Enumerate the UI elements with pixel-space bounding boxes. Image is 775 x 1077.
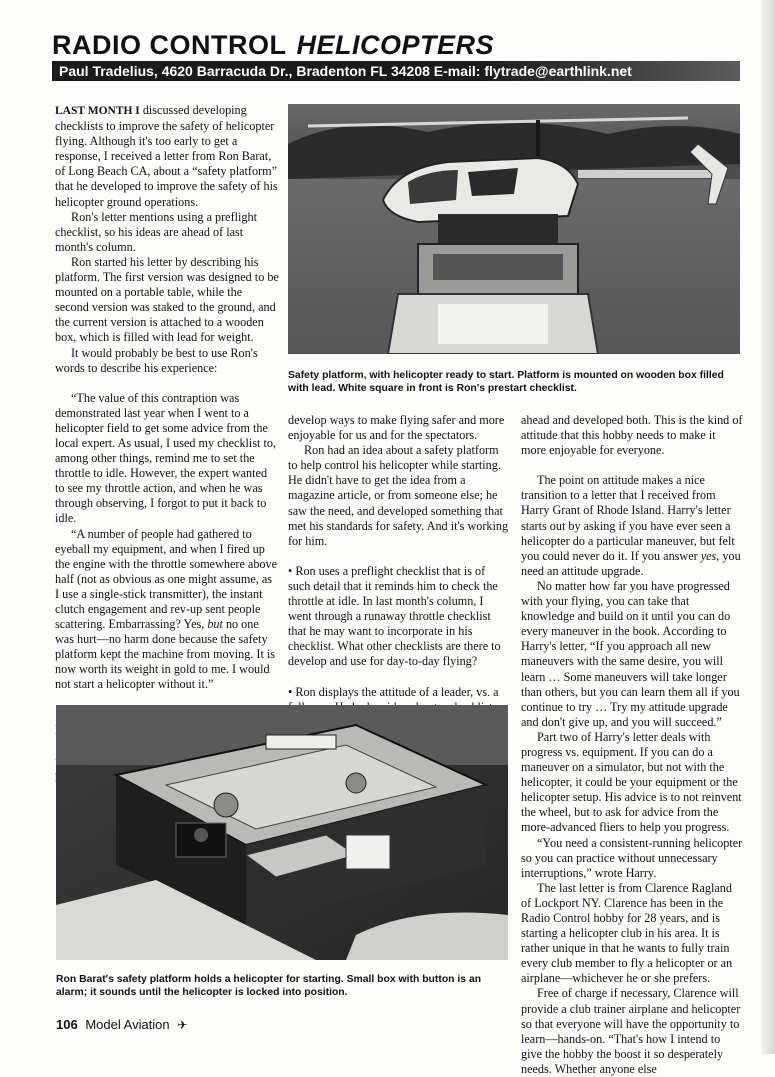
photo-helicopter-on-platform	[288, 104, 740, 354]
airplane-icon: ✈	[177, 1018, 188, 1032]
caption-photo-1: Safety platform, with helicopter ready to start. Platform is mounted on wooden box filled with lead. White square in front is Ron's prestart checklist.	[288, 370, 724, 394]
column-2	[288, 413, 510, 745]
helicopter-photo-graphic	[288, 104, 740, 354]
col3-paragraph-2	[521, 473, 743, 579]
col1-paragraph-2: Ron's letter mentions using a preflight checklist, so his ideas are ahead of last month's column.	[55, 209, 257, 254]
col3-p2-end: you need an attitude upgrade.	[521, 548, 741, 578]
col2-paragraph-2: Ron had an idea about a safety platform to help control his helicopter while starting. He didn't have to get the idea from a magazine article, or from someone else; he saw the need, and developed something that met his standards for safety. And it's working for him.	[288, 443, 509, 548]
col1-p1-text: discussed developing checklists to improve the safety of helicopter flying. Although it's too early to get a response, I received a letter from Ron Barat, of Long Beach CA, about a “safety platform” that he developed to improve the safety of his helicopter ground operations.	[55, 103, 278, 209]
photo-safety-platform	[56, 705, 508, 960]
title-sub: HELICOPTERS	[296, 30, 495, 60]
col1-paragraph-4: It would probably be best to use Ron's words to describe his experience:	[55, 345, 258, 375]
col3-paragraph-4: Part two of Harry's letter deals with progress vs. equipment. If you can do a maneuver on a simulator, but not with the helicopter, it could be your equipment or the helicopter setup. His advice is to not reinvent the wheel, but to ask for advice from the more-advanced fliers to help you progress.	[521, 729, 742, 835]
col1-paragraph-1	[55, 103, 279, 210]
col2-paragraph-1: develop ways to make flying safer and more enjoyable for us and for the spectators.	[288, 413, 505, 443]
col1-quote-1: “The value of this contraption was demonstrated last year when I went to a helicopter field to get some advice from the local expert. As usual, I used my checklist to, among other things, remind me to set the throttle to idle. However, the expert wanted to see my throttle action, and when he was through observing, I forgot to put it back to idle.	[55, 390, 277, 526]
column-1	[55, 103, 279, 783]
col3-paragraph-6: The last letter is from Clarence Ragland of Lockport NY. Clarence has been in the Radio Control hobby for 28 years, and is starting a helicopter club in his area. It is rather unique in that he wants to fully train every club member to fly a helicopter or an airplane—whichever he or she prefers.	[521, 880, 733, 986]
page-footer	[56, 1017, 187, 1032]
col2-bullet-2: • Ron uses a preflight checklist that is of such detail that it reminds him to check the throttle at idle. In last month's column, I went through a runaway throttle checklist that he may want to incorporate in his checklist. What other checklists are there to develop and use for day-to-day flying?	[288, 563, 501, 669]
author-bar: Paul Tradelius, 4620 Barracuda Dr., Bradenton FL 34208 E-mail: flytrade@earthlink.net	[52, 61, 740, 81]
col3-paragraph-5: “You need a consistent-running helicopter so you can practice without unnecessary interruptions,” wrote Harry.	[521, 835, 743, 880]
col1-paragraph-3: Ron started his letter by describing his platform. The first version was designed to be mounted on a portable table, while the second version was staked to the ground, and the current version is attached to a wooden box, which is filled with lead for weight.	[55, 254, 279, 345]
scan-edge	[761, 0, 775, 1054]
lead-in: LAST MONTH I	[55, 105, 140, 117]
magazine-name: Model Aviation	[85, 1017, 170, 1032]
col3-paragraph-7: Free of charge if necessary, Clarence will provide a club trainer airplane and helicopter so that everyone will have the opportunity to learn—hands-on. “That's how I intend to give the hobby the boost it so desperately needs. Whether anyone else	[521, 986, 741, 1076]
quote-2-part-a: “A number of people had gathered to eyeball my equipment, and when I fired up the engine with the throttle somewhere above half (not as obvious as one might assume, as I use a single-stick transmitter), the instant clutch engagement and rev-up sent people scattering. Embarrassing? Yes,	[55, 526, 278, 632]
quote-2-emphasis: but	[207, 617, 223, 632]
col1-quote-2	[55, 527, 279, 693]
col3-paragraph-1: ahead and developed both. This is the kind of attitude that this hobby needs to make it more enjoyable for everyone.	[521, 413, 743, 458]
col2-bullet-3: • Ron displays the attitude of a leader, vs. a	[288, 684, 499, 699]
column-title	[52, 31, 494, 60]
col3-p2-emphasis: yes,	[700, 548, 720, 563]
page-number: 106	[56, 1017, 78, 1032]
caption-photo-2: Ron Barat's safety platform holds a helicopter for starting. Small box with button is an alarm; it sounds until the helicopter is locked into position.	[56, 974, 482, 998]
column-3	[521, 413, 743, 1077]
platform-photo-graphic	[56, 705, 508, 960]
col3-paragraph-3: No matter how far you have progressed with your flying, you can take that knowledge and build on it until you can do every maneuver in the book. According to Harry's letter, “If you approach all new maneuvers with the same desire, you will learn … Some maneuvers will take longer than others, but you can learn them all if you continue to try … Try my attitude upgrade and don't give up, and you will succeed.”	[521, 578, 740, 729]
quote-2-part-b: no one was hurt—no harm done because the safety platform kept the machine from moving. It is now worth its weight in gold to me. I would not start a helicopter without it.”	[55, 617, 275, 692]
col3-p2-text: The point on attitude makes a nice transition to a letter that I received from Harry Grant of Rhode Island. Harry's letter starts out by asking if you have ever seen a helicopter do a particular maneuver, but felt you could never do it. If you answer	[521, 473, 735, 563]
title-main: RADIO CONTROL	[52, 30, 287, 60]
